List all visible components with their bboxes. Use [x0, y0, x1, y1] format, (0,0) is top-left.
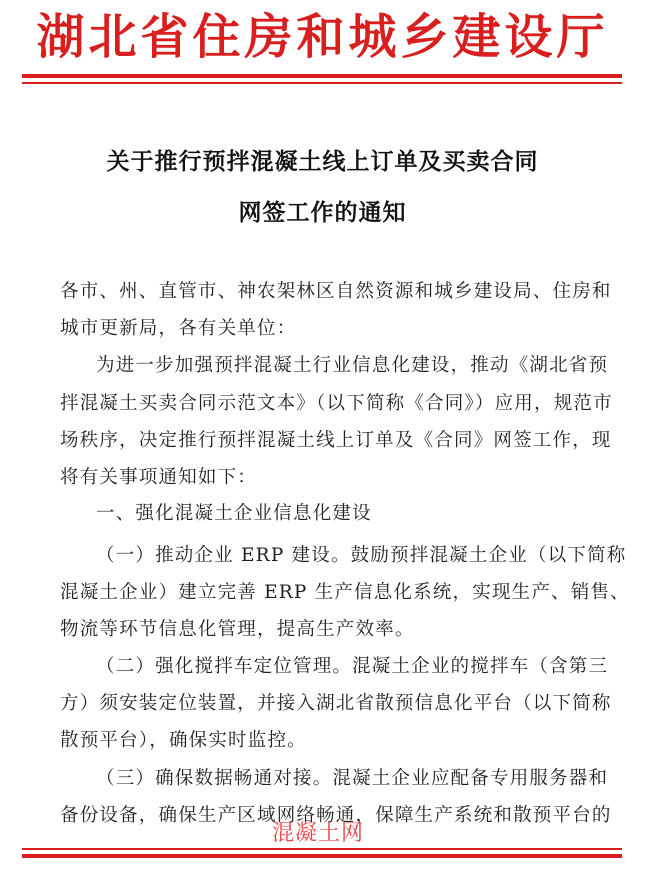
- item-2-line-3: 散预平台），确保实时监控。: [60, 730, 307, 751]
- intro-line-1: 为进一步加强预拌混凝土行业信息化建设，推动《湖北省预: [96, 355, 609, 376]
- item-3-line-1: （三）确保数据畅通对接。混凝土企业应配备专用服务器和: [96, 768, 609, 789]
- intro-line-2: 拌混凝土买卖合同示范文本》（以下简称《合同》）应用，规范市: [60, 393, 613, 414]
- footer-rule-thin: [22, 848, 622, 850]
- item-3-line-2: 备份设备，确保生产区域网络畅通，保障生产系统和散预平台的: [60, 805, 612, 826]
- item-2-line-1: （二）强化搅拌车定位管理。混凝土企业的搅拌车（含第三: [96, 656, 609, 677]
- document-title-line-1: 关于推行预拌混凝土线上订单及买卖合同: [106, 148, 539, 175]
- letterhead-rule-thin: [22, 82, 622, 84]
- salutation-line-2: 城市更新局，各有关单位：: [60, 318, 297, 339]
- footer-rule-thick: [22, 854, 622, 858]
- item-2-line-2: 方）须安装定位装置，并接入湖北省散预信息化平台（以下简称: [60, 693, 612, 714]
- section-1-heading: 一、强化混凝土企业信息化建设: [96, 503, 372, 524]
- intro-line-4: 将有关事项通知如下：: [60, 467, 258, 488]
- item-1-line-2: 混凝土企业）建立完善 ERP 生产信息化系统，实现生产、销售、: [60, 582, 630, 603]
- item-1-line-3: 物流等环节信息化管理，提高生产效率。: [60, 619, 415, 640]
- document-title-line-2: 网签工作的通知: [238, 199, 407, 226]
- item-1-line-1: （一）推动企业 ERP 建设。鼓励预拌混凝土企业（以下简称: [96, 545, 627, 566]
- watermark: 混凝土网: [272, 821, 365, 846]
- letterhead-rule-thick: [22, 74, 622, 78]
- letterhead-title: 湖北省住房和城乡建设厅: [36, 9, 609, 65]
- intro-line-3: 场秩序，决定推行预拌混凝土线上订单及《合同》网签工作，现: [60, 430, 612, 451]
- salutation-line-1: 各市、州、直管市、神农架林区自然资源和城乡建设局、住房和: [60, 281, 612, 302]
